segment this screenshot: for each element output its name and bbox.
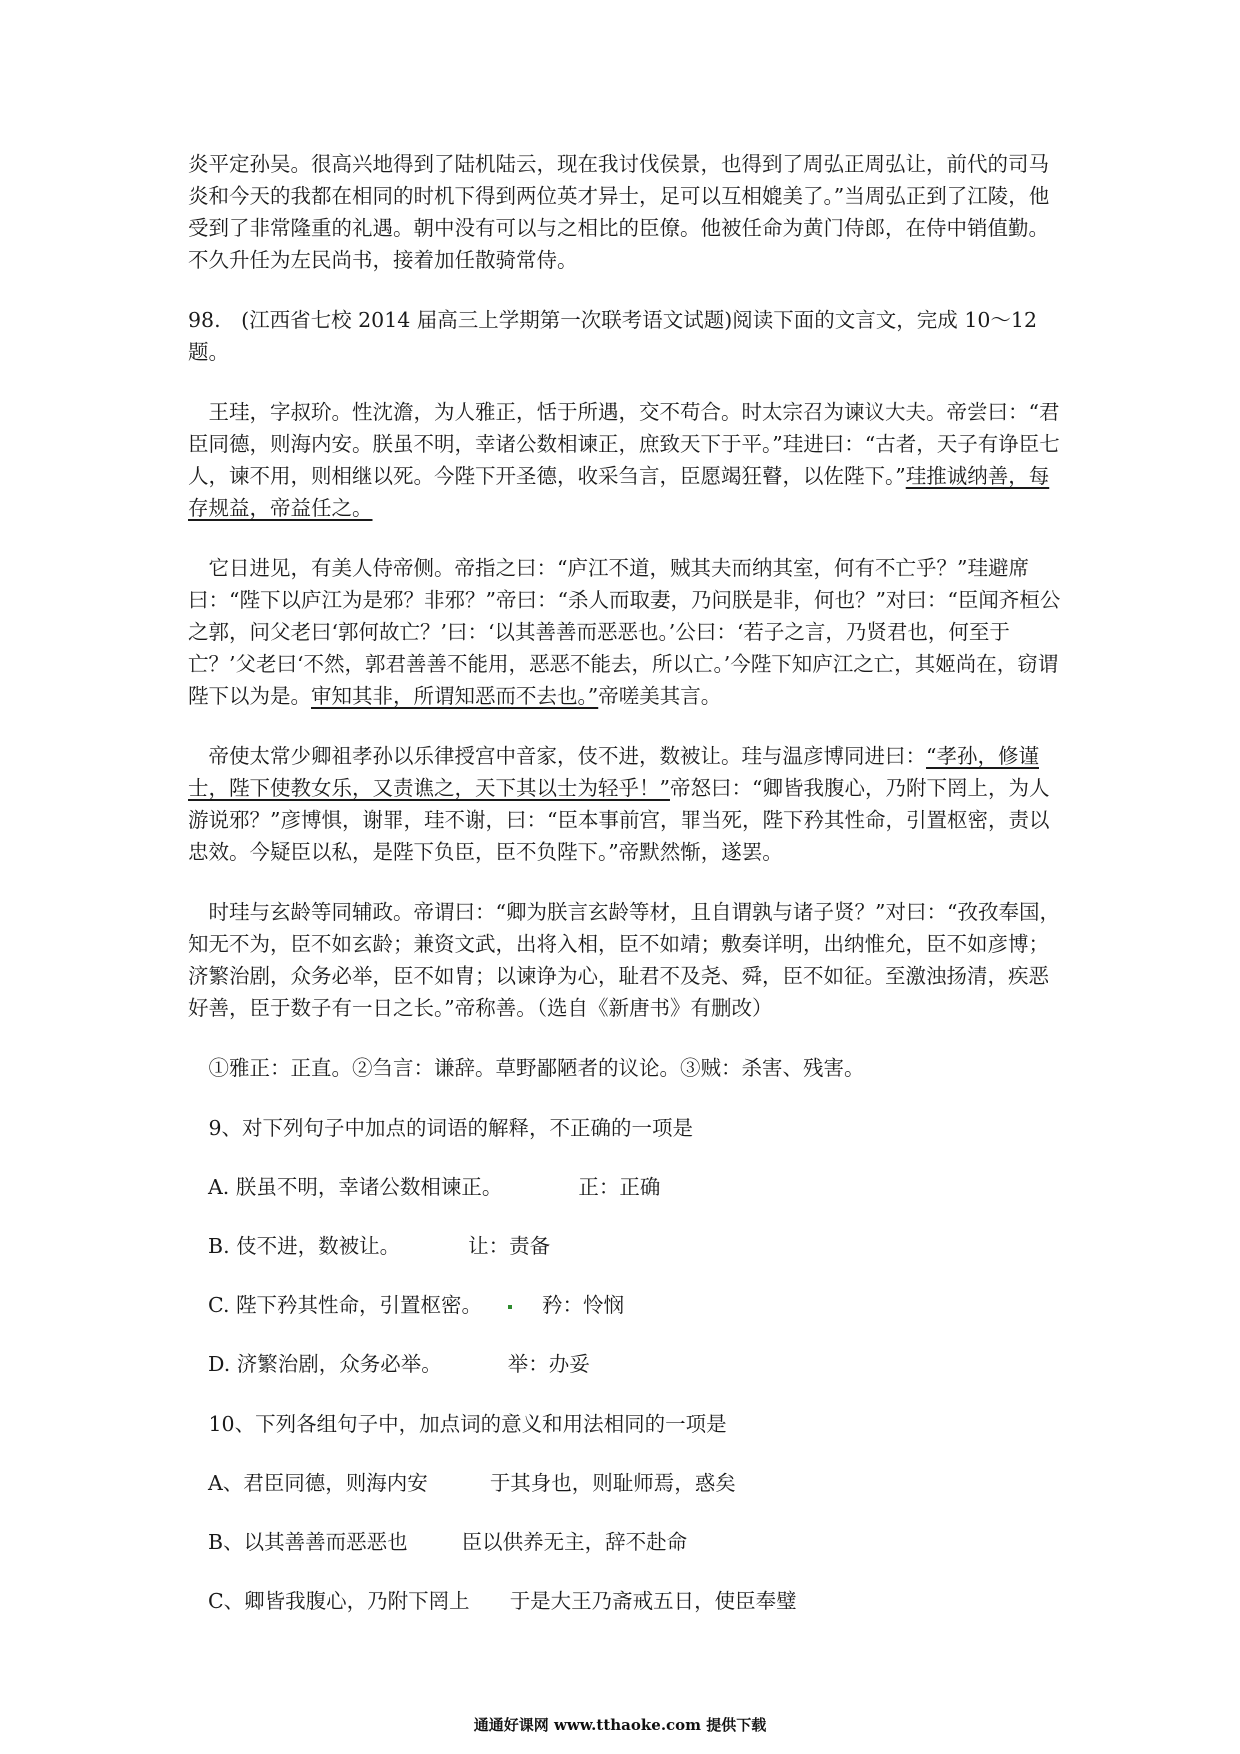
- question-header: 98. (江西省七校 2014 届高三上学期第一次联考语文试题)阅读下面的文言文，完成 10～12 题。: [188, 308, 1037, 364]
- passage-paragraph-1: [188, 396, 1068, 524]
- option-left: B、以其善善而恶恶也: [208, 1530, 408, 1554]
- q10-option-c: [188, 1585, 1068, 1617]
- underlined-sentence: “孝孙，修谨士，陛下使教女乐，又责谯之，天下其以士为轻乎！”: [188, 744, 1039, 800]
- option-left: C、卿皆我腹心，乃附下罔上: [208, 1589, 470, 1613]
- option-sentence: D. 济繁治剧，众务必举。: [208, 1352, 442, 1376]
- passage-paragraph-2: [188, 552, 1068, 712]
- ink-dot-mark: [508, 1305, 512, 1309]
- q9-option-d: [188, 1348, 1068, 1380]
- passage-paragraph-3: [188, 740, 1068, 868]
- option-left: A、君臣同德，则海内安: [208, 1471, 428, 1495]
- option-gloss: 矜：怜悯: [542, 1293, 624, 1317]
- option-sentence: C. 陛下矜其性命，引置枢密。: [208, 1293, 482, 1317]
- underlined-sentence: 审知其非，所谓知恶而不去也。”: [311, 684, 599, 708]
- q10-option-b: [188, 1526, 1068, 1558]
- option-gloss: 正：正确: [578, 1175, 661, 1199]
- q10-option-a: [188, 1467, 1068, 1499]
- q9-option-c: [188, 1289, 1068, 1321]
- option-right: 臣以供养无主，辞不赴命: [461, 1530, 688, 1554]
- option-gloss: 举：办妥: [507, 1352, 590, 1376]
- underlined-sentence: 珪推诚纳善，每存规益，帝益任之。: [188, 464, 1050, 520]
- q9-option-b: [188, 1230, 1068, 1262]
- option-sentence: B. 伎不进，数被让。: [208, 1234, 401, 1258]
- question-9-stem: 9、对下列句子中加点的词语的解释，不正确的一项是: [208, 1116, 694, 1140]
- notes: ①雅正：正直。②刍言：谦辞。草野鄙陋者的议论。③贼：杀害、残害。: [208, 1056, 865, 1080]
- option-right: 于是大王乃斋戒五日，使臣奉璧: [509, 1589, 797, 1613]
- question-10-stem: 10、下列各组句子中，加点词的意义和用法相同的一项是: [208, 1412, 727, 1436]
- page-footer: 通通好课网 www.tthaoke.com 提供下载: [473, 1716, 767, 1734]
- passage-text: 帝怒曰：“卿皆我腹心，乃附下罔上，为人游说邪？”彦博惧，谢罪，珪不谢，曰：“臣本事前宫，罪当死，陛下矜其性命，引置枢密，责以忠效。今疑臣以私，是陛下负臣，臣不负陛下。”帝默然惭，遂罢。: [188, 776, 1050, 864]
- document-body: [188, 148, 1068, 1617]
- option-gloss: 让：责备: [468, 1234, 551, 1258]
- passage-paragraph-4: 时珪与玄龄等同辅政。帝谓曰：“卿为朕言玄龄等材，且自谓孰与诸子贤？”对曰：“孜孜奉国，知无不为，臣不如玄龄；兼资文武，出将入相，臣不如靖；敷奏详明，出纳惟允，臣不如彦博；济繁治剧，众务必举，臣不如胄；以谏诤为心，耻君不及尧、舜，臣不如征。至激浊扬清，疾恶好善，臣于数子有一日之长。”帝称善。（选自《新唐书》有删改）: [188, 900, 1060, 1020]
- option-sentence: A. 朕虽不明，幸诸公数相谏正。: [208, 1175, 503, 1199]
- q9-option-a: [188, 1171, 1068, 1203]
- passage-text: 帝嗟美其言。: [598, 684, 722, 708]
- passage-text: 王珪，字叔玠。性沈澹，为人雅正，恬于所遇，交不苟合。时太宗召为谏议大夫。帝尝曰：“君臣同德，则海内安。朕虽不明，幸诸公数相谏正，庶致天下于平。”珪进曰：“古者，天子有诤臣七人，谏不用，则相继以死。今陛下开圣德，收采刍言，臣愿竭狂瞽，以佐陛下。”: [188, 400, 1060, 488]
- passage-text: 它日进见，有美人侍帝侧。帝指之曰：“庐江不道，贼其夫而纳其室，何有不亡乎？”珪避席曰：“陛下以庐江为是邪？非邪？”帝曰：“杀人而取妻，乃问朕是非，何也？”对曰：“臣闻齐桓公之郭，问父老曰‘郭何故亡？’曰：‘以其善善而恶恶也。’公曰：‘若子之言，乃贤君也，何至于亡？’父老曰‘不然，郭君善善不能用，恶恶不能去，所以亡。’今陛下知庐江之亡，其姬尚在，窃谓陛下以为是。: [188, 556, 1061, 708]
- passage-text: 帝使太常少卿祖孝孙以乐律授宫中音家，伎不进，数被让。珪与温彦博同进曰：: [208, 744, 926, 768]
- intro-paragraph: 炎平定孙吴。很高兴地得到了陆机陆云，现在我讨伐侯景，也得到了周弘正周弘让，前代的司马炎和今天的我都在相同的时机下得到两位英才异士，足可以互相媲美了。”当周弘正到了江陵，他受到了非常隆重的礼遇。朝中没有可以与之相比的臣僚。他被任命为黄门侍郎，在侍中销值勤。不久升任为左民尚书，接着加任散骑常侍。: [188, 152, 1050, 272]
- option-right: 于其身也，则耻师焉，惑矣: [489, 1471, 736, 1495]
